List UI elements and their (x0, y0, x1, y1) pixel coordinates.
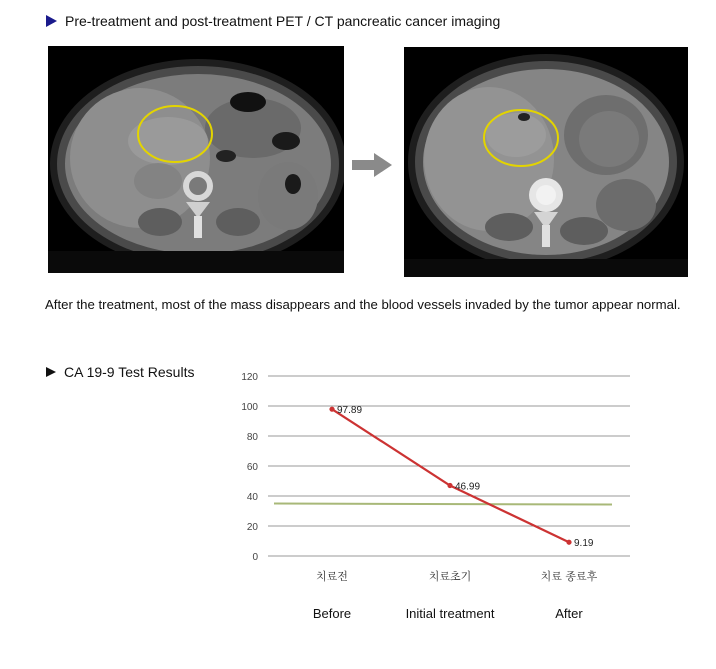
imaging-caption: After the treatment, most of the mass disappears and the blood vessels invaded by the tumor appear normal. (45, 297, 681, 312)
y-tick-label: 20 (246, 522, 258, 533)
ct-scan-before-treatment (48, 46, 344, 273)
results-heading (46, 364, 194, 380)
y-tick-label: 0 (252, 552, 258, 563)
reference-line (274, 504, 612, 505)
data-label: 9.19 (574, 538, 594, 550)
y-tick-label: 80 (246, 432, 258, 443)
x-category-caption: Initial treatment (405, 606, 495, 621)
triangle-bullet-icon (46, 15, 57, 27)
data-point (566, 540, 571, 545)
x-tick-label: 치료전 (316, 570, 348, 583)
series-line (332, 409, 569, 542)
data-point (447, 483, 452, 488)
ca199-line-chart (220, 362, 640, 632)
triangle-bullet-icon (46, 367, 56, 377)
data-label: 46.99 (455, 481, 481, 493)
arrow-right-icon (352, 153, 392, 182)
data-point (329, 407, 334, 412)
y-tick-label: 40 (246, 492, 258, 503)
x-category-caption: Before (312, 606, 352, 621)
y-tick-label: 60 (246, 462, 258, 473)
y-tick-label: 100 (241, 402, 258, 413)
imaging-heading-text: Pre-treatment and post-treatment PET / CT pancreatic cancer imaging (65, 13, 501, 29)
x-category-caption: After (555, 606, 583, 621)
results-heading-text: CA 19-9 Test Results (64, 364, 195, 380)
x-tick-label: 치료 종료후 (540, 570, 598, 583)
y-tick-label: 120 (241, 372, 258, 383)
data-label: 97.89 (337, 405, 363, 417)
imaging-heading (46, 13, 500, 29)
x-tick-label: 치료초기 (428, 570, 472, 583)
ct-scan-after-treatment (404, 47, 688, 277)
